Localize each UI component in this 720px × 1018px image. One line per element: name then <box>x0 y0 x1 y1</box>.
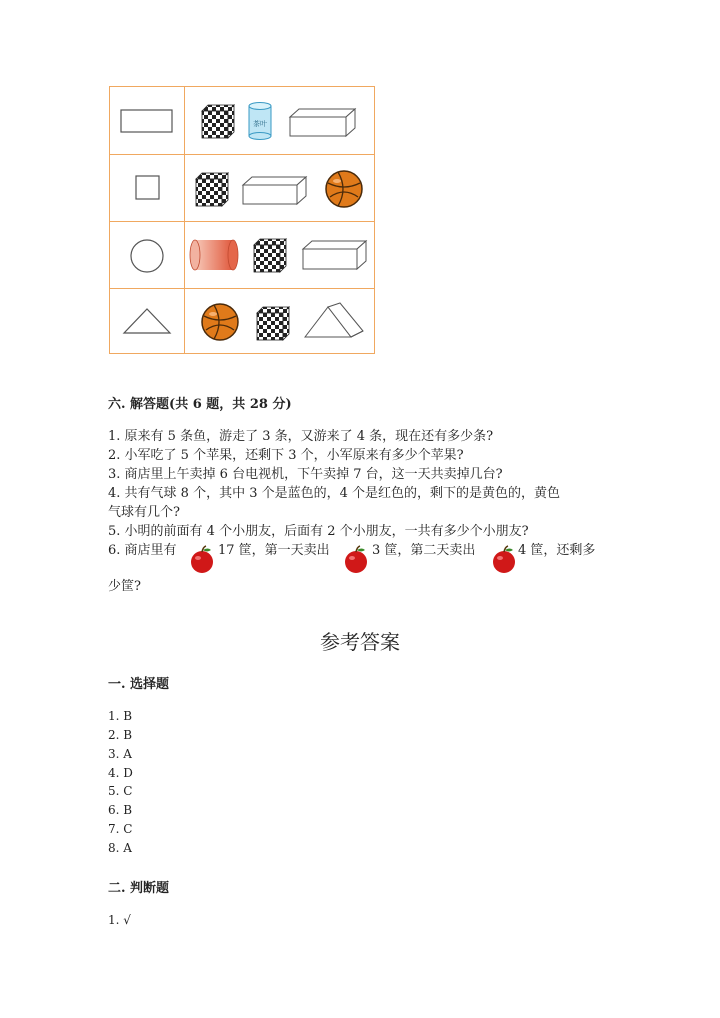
rectangle-shape <box>119 107 175 135</box>
triangular-prism-icon <box>302 301 366 341</box>
answer-item: 1. B <box>108 709 133 723</box>
tea-can-label: 茶叶 <box>253 120 267 128</box>
question-4-line-1: 4. 共有气球 8 个，其中 3 个是蓝色的，4 个是红色的，剩下的是黄色的，黄色 <box>108 486 561 501</box>
grid-divider <box>110 221 374 222</box>
cuboid-icon <box>287 107 359 139</box>
grid-divider <box>184 87 185 353</box>
grid-divider <box>110 154 374 155</box>
answer-item: 5. C <box>108 784 133 798</box>
question-6-part-5: 少筐? <box>108 579 141 594</box>
basketball-icon <box>200 302 240 342</box>
grid-divider <box>110 288 374 289</box>
checkered-cube-icon <box>252 237 288 275</box>
answer-item: 6. B <box>108 803 133 817</box>
apple-icon <box>342 544 370 576</box>
question-5: 5. 小明的前面有 4 个小朋友，后面有 2 个小朋友，一共有多少个小朋友? <box>108 524 529 539</box>
answer-item: 4. D <box>108 766 133 780</box>
cylinder-icon <box>189 237 241 275</box>
answer-item: 3. A <box>108 747 132 761</box>
shape-grid <box>109 86 375 354</box>
answer-item: 7. C <box>108 822 133 836</box>
tea-can-icon <box>246 100 276 142</box>
question-6-part-2: 17 筐，第一天卖出 <box>218 543 330 558</box>
checkered-cube-icon <box>194 171 230 209</box>
section-heading: 六. 解答题(共 6 题，共 28 分) <box>108 397 292 412</box>
answer-item: 8. A <box>108 841 132 855</box>
question-6-part-1: 6. 商店里有 <box>108 543 177 558</box>
question-4-line-2: 气球有几个? <box>108 505 180 520</box>
answer-item: 1. √ <box>108 913 131 927</box>
question-6-part-4: 4 筐，还剩多 <box>518 543 596 558</box>
question-1: 1. 原来有 5 条鱼，游走了 3 条，又游来了 4 条，现在还有多少条? <box>108 429 494 444</box>
answers-section-2: 二. 判断题 <box>108 881 170 896</box>
question-3: 3. 商店里上午卖掉 6 台电视机，下午卖掉 7 台，这一天共卖掉几台? <box>108 467 503 482</box>
basketball-icon <box>324 169 364 209</box>
apple-icon <box>188 544 216 576</box>
answers-title: 参考答案 <box>320 630 400 654</box>
cuboid-icon <box>300 239 370 273</box>
answers-section-1: 一. 选择题 <box>108 677 170 692</box>
cuboid-icon <box>240 175 310 207</box>
answer-item: 2. B <box>108 728 133 742</box>
triangle-shape <box>121 306 173 336</box>
question-6-part-3: 3 筐，第二天卖出 <box>372 543 476 558</box>
checkered-cube-icon <box>255 305 291 343</box>
question-2: 2. 小军吃了 5 个苹果，还剩下 3 个，小军原来有多少个苹果? <box>108 448 464 463</box>
checkered-cube-icon <box>200 103 236 141</box>
circle-shape <box>128 237 166 275</box>
apple-icon <box>490 544 518 576</box>
square-shape <box>134 174 162 202</box>
